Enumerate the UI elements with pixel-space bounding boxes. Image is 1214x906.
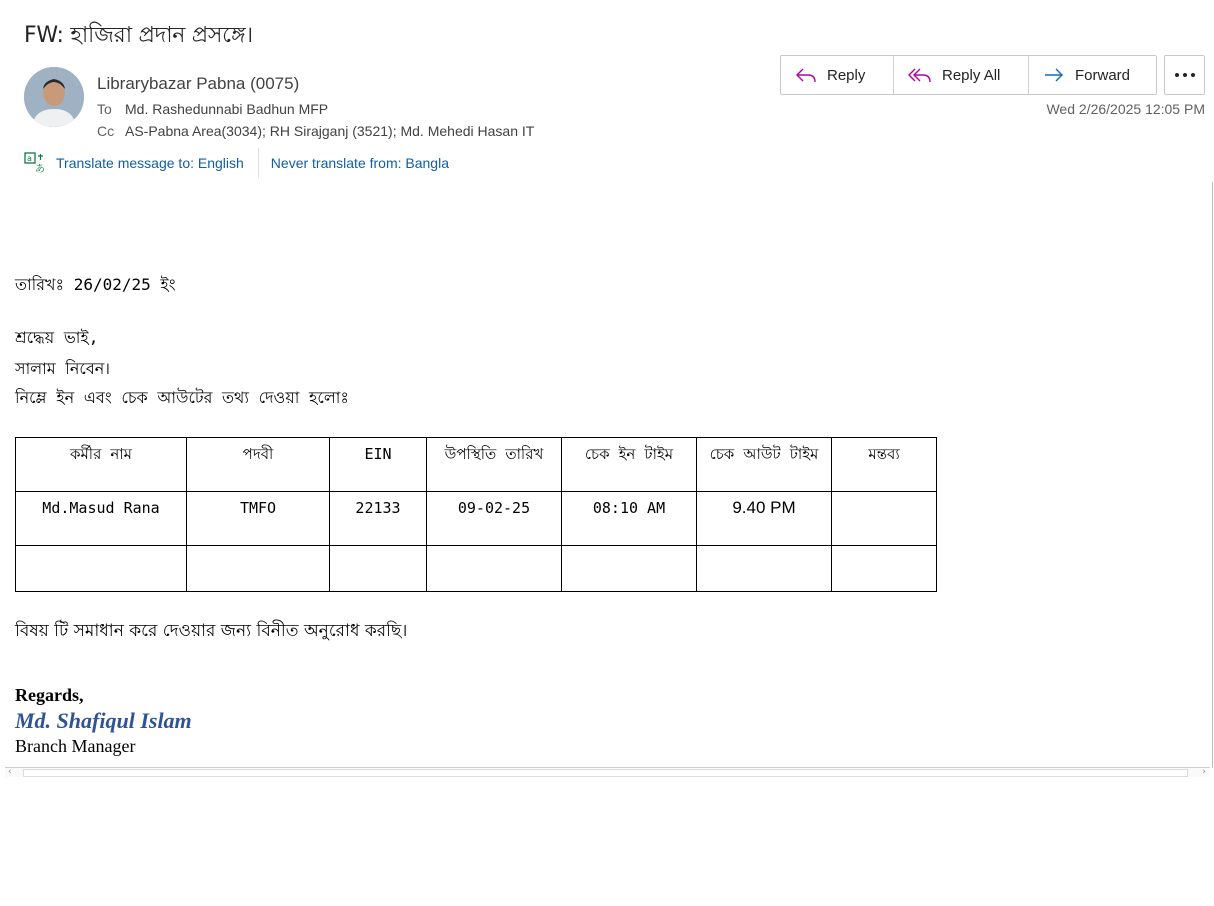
to-recipients[interactable]: Md. Rashedunnabi Badhun MFP <box>125 101 329 117</box>
scroll-right-icon[interactable]: › <box>1202 767 1206 777</box>
horizontal-scrollbar[interactable] <box>5 767 1210 777</box>
table-header: কর্মীর নাম <box>16 438 187 492</box>
to-line <box>97 101 328 117</box>
body-intro: নিম্লে ইন এবং চেক আউটের তথ্য দেওয়া হলোঃ <box>15 388 349 407</box>
reply-all-button[interactable] <box>894 56 1029 94</box>
table-header: উপস্থিতি তারিখ <box>427 438 562 492</box>
table-cell <box>832 492 937 546</box>
sender-avatar[interactable] <box>24 67 84 127</box>
table-cell <box>16 546 187 592</box>
translate-divider <box>258 148 259 178</box>
table-cell: 22133 <box>330 492 427 546</box>
svg-text:a: a <box>27 154 32 163</box>
body-closing: বিষয় টি সমাধান করে দেওয়ার জন্য বিনীত অনুরোধ করছি। <box>15 621 408 641</box>
forward-button[interactable] <box>1029 56 1156 94</box>
table-cell: 08:10 AM <box>562 492 697 546</box>
signature-name: Md. Shafiqul Islam <box>15 708 192 733</box>
reply-label: Reply <box>827 66 866 84</box>
table-header: মন্তব্য <box>832 438 937 492</box>
translate-to-english-link[interactable]: Translate message to: English <box>56 155 244 171</box>
forward-label: Forward <box>1075 66 1131 84</box>
body-date-line: তারিখঃ 26/02/25 ইং <box>15 275 176 294</box>
reply-icon <box>795 66 817 84</box>
table-header: চেক আউট টাইম <box>697 438 832 492</box>
table-header: চেক ইন টাইম <box>562 438 697 492</box>
cc-line <box>97 123 534 139</box>
more-actions-button[interactable] <box>1164 55 1205 95</box>
message-body <box>0 182 1214 768</box>
scrollbar-thumb[interactable] <box>23 769 1188 777</box>
reply-all-label: Reply All <box>942 66 1001 84</box>
translate-bar <box>24 150 449 176</box>
table-row <box>16 492 937 546</box>
table-row <box>16 546 937 592</box>
table-cell: 09-02-25 <box>427 492 562 546</box>
translate-icon <box>24 152 46 174</box>
avatar-photo <box>24 67 84 127</box>
table-cell: Md.Masud Rana <box>16 492 187 546</box>
attendance-table <box>15 437 937 592</box>
table-header: EIN <box>330 438 427 492</box>
table-header: পদবী <box>187 438 330 492</box>
table-cell <box>427 546 562 592</box>
table-cell <box>330 546 427 592</box>
reply-all-icon <box>908 66 932 84</box>
vertical-scrollbar-edge <box>1212 182 1213 768</box>
forward-arrow-icon <box>1043 66 1065 84</box>
table-cell <box>187 546 330 592</box>
svg-text:あ: あ <box>35 164 45 174</box>
email-subject: FW: হাজিরা প্রদান প্রসঙ্গে। <box>24 23 253 48</box>
to-label: To <box>97 101 112 117</box>
never-translate-link[interactable]: Never translate from: Bangla <box>270 155 449 171</box>
table-cell <box>562 546 697 592</box>
table-cell <box>832 546 937 592</box>
reply-button[interactable] <box>781 56 894 94</box>
cc-label: Cc <box>97 123 115 139</box>
sent-date: Wed 2/26/2025 12:05 PM <box>1046 101 1205 117</box>
table-header-row <box>16 438 937 492</box>
body-greeting: শ্রদ্ধেয় ভাই, <box>15 328 99 347</box>
signature-regards: Regards, <box>15 685 84 705</box>
table-cell: 9.40 PM <box>697 492 832 546</box>
cc-recipients[interactable]: AS-Pabna Area(3034); RH Sirajganj (3521); Md. Mehedi Hasan IT <box>125 123 535 139</box>
table-cell: TMFO <box>187 492 330 546</box>
body-salam: সালাম নিবেন। <box>15 359 111 378</box>
table-cell <box>697 546 832 592</box>
message-actions <box>780 55 1157 95</box>
signature-title: Branch Manager <box>15 736 136 756</box>
sender-name[interactable]: Librarybazar Pabna (0075) <box>97 74 300 93</box>
scroll-left-icon[interactable]: ‹ <box>8 767 12 777</box>
more-dots-icon <box>1174 72 1196 78</box>
